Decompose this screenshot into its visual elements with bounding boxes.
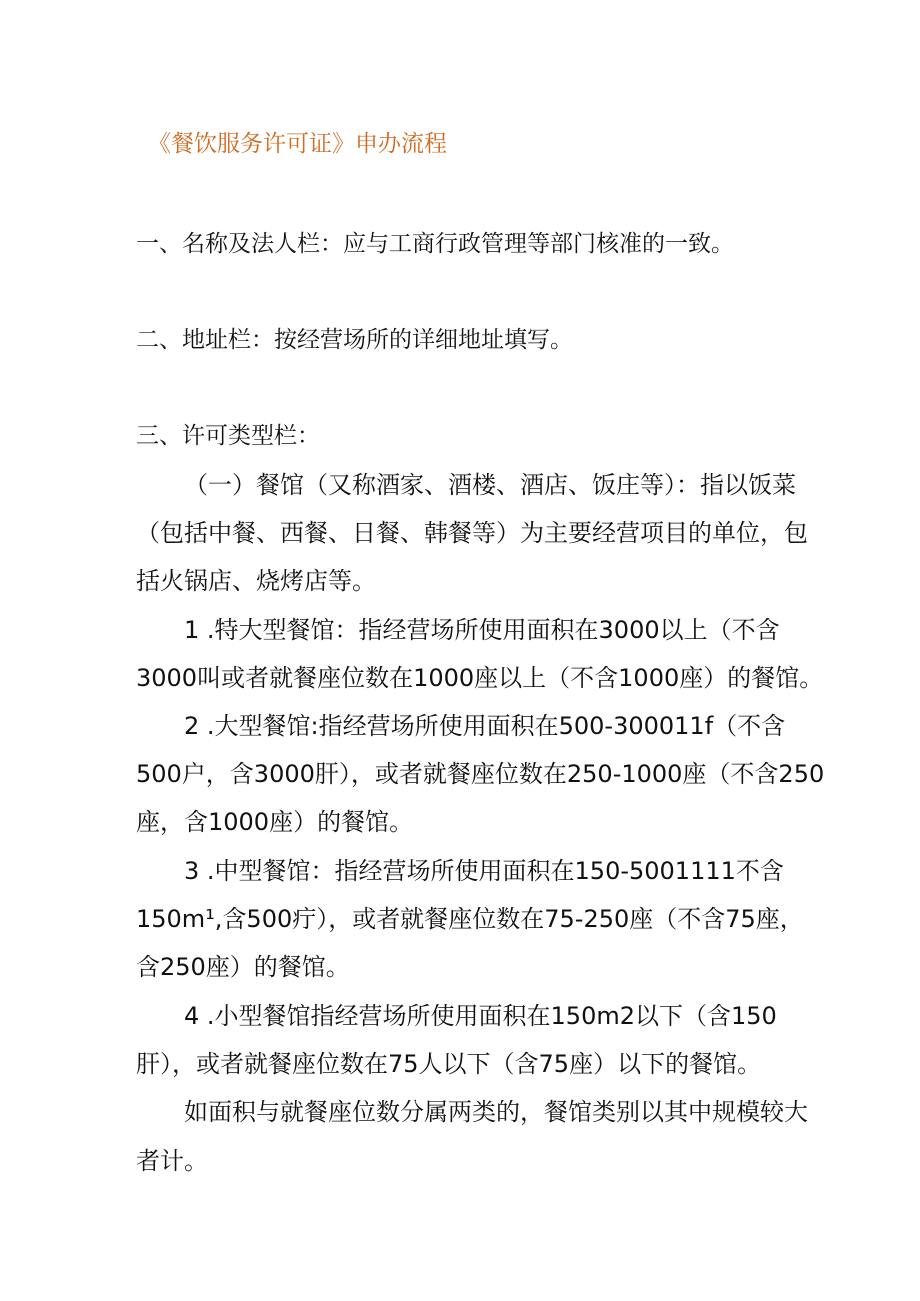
classification-rule-line-2: 者计。: [136, 1147, 208, 1175]
restaurant-definition-line-1: （一）餐馆（又称酒家、酒楼、酒店、饭庄等）：指以饭菜: [184, 471, 796, 499]
restaurant-definition-line-2: （包括中餐、西餐、日餐、韩餐等）为主要经营项目的单位，包: [136, 519, 808, 547]
classification-rule-line-1: 如面积与就餐座位数分属两类的，餐馆类别以其中规模较大: [184, 1098, 808, 1126]
medium-restaurant-line-1: 3 .中型餐馆：指经营场所使用面积在150-5001111不含: [184, 857, 784, 885]
medium-restaurant-line-3: 含250座）的餐馆。: [136, 953, 350, 981]
extra-large-restaurant-line-2: 3000叫或者就餐座位数在1000座以上（不含1000座）的餐馆。: [136, 664, 824, 692]
large-restaurant-line-2: 500户，含3000肝），或者就餐座位数在250-1000座（不含250: [136, 760, 825, 788]
section-license-type: 三、许可类型栏：: [136, 423, 320, 449]
large-restaurant-line-3: 座，含1000座）的餐馆。: [136, 808, 414, 836]
document-title: 《餐饮服务许可证》申办流程: [148, 131, 447, 157]
small-restaurant-line-1: 4 .小型餐馆指经营场所使用面积在150m2以下（含150: [184, 1002, 777, 1030]
section-name-legal-person: 一、名称及法人栏：应与工商行政管理等部门核准的一致。: [136, 231, 734, 257]
medium-restaurant-line-2: 150m¹,含500疔），或者就餐座位数在75-250座（不含75座，: [136, 905, 804, 933]
section-address: 二、地址栏：按经营场所的详细地址填写。: [136, 327, 573, 353]
small-restaurant-line-2: 肝），或者就餐座位数在75人以下（含75座）以下的餐馆。: [136, 1050, 762, 1078]
restaurant-definition-line-3: 括火锅店、烧烤店等。: [136, 567, 376, 595]
large-restaurant-line-1: 2 .大型餐馆:指经营场所使用面积在500-300011f（不含: [184, 712, 786, 740]
extra-large-restaurant-line-1: 1 .特大型餐馆：指经营场所使用面积在3000以上（不含: [184, 616, 780, 644]
